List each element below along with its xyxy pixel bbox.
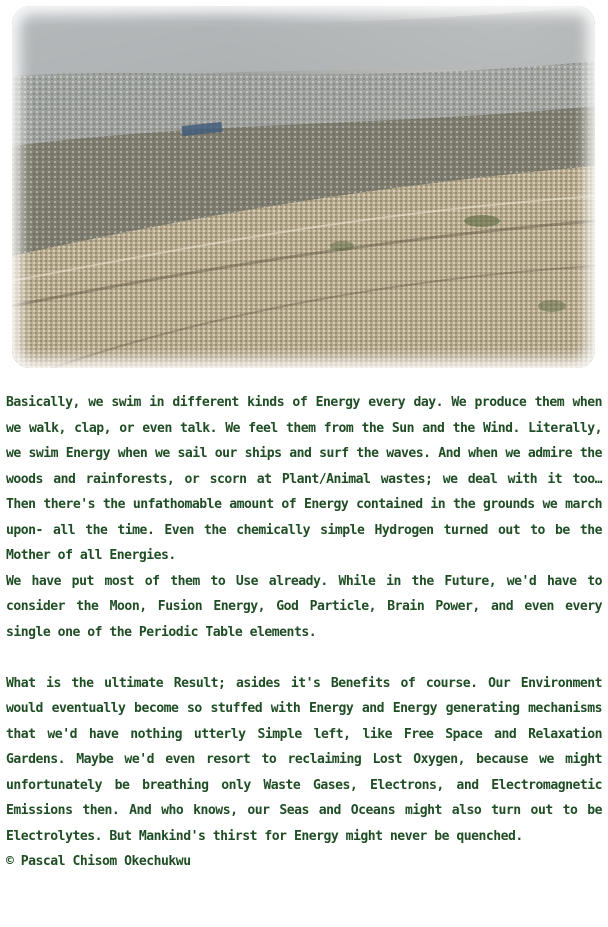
copyright-line: © Pascal Chisom Okechukwu (6, 854, 191, 869)
paragraph-gap (6, 645, 602, 671)
paragraph-1: Basically, we swim in different kinds of Energy every day. We produce them when we walk, clap, or even talk. We feel them from the Sun and the Wind. Literally, we swim Energy when we sail our ships and surf the waves. And when we admire the woods and rainforests, or scorn at Plant/Animal wastes; we deal with it too… Then there's the unfathomable amount of Energy contained in the grounds we march upon- all the time. Even the chemically simple Hydrogen turned out to be the Mother of all Energies. (6, 395, 602, 563)
article-body (6, 390, 602, 875)
photo-image (12, 6, 595, 368)
paragraph-2: We have put most of them to Use already. While in the Future, we'd have to consider the Moon, Fusion Energy, God Particle, Brain Power, and even every single one of the Periodic Table elements. (6, 573, 602, 640)
aerial-city-photo (12, 6, 595, 368)
photo-landscape-shapes (12, 6, 595, 368)
paragraph-3: What is the ultimate Result; asides it's Benefits of course. Our Environment would eventually become so stuffed with Energy and Energy generating mechanisms that we'd have nothing utterly Simple left, like Free Space and Relaxation Gardens. Maybe we'd even resort to reclaiming Lost Oxygen, because we might unfortunately be breathing only Waste Gases, Electrons, and Electromagnetic Emissions then. And who knows, our Seas and Oceans might also turn out to be Electrolytes. But Mankind's thirst for Energy might never be quenched. (6, 675, 602, 844)
